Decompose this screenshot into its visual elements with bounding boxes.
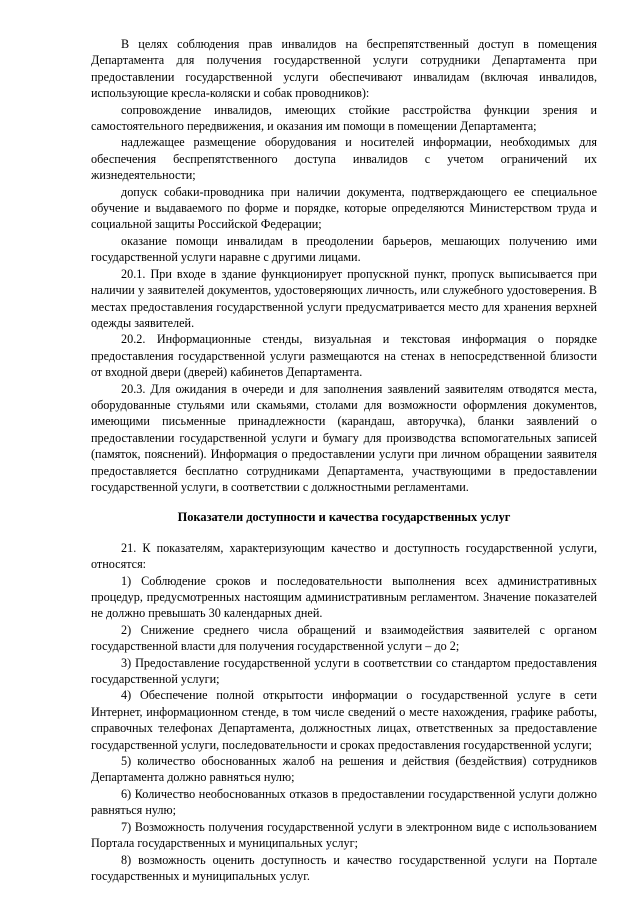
paragraph-20-1: 20.1. При входе в здание функционирует пропускной пункт, пропуск выписывается при наличии у заявителей документов, удостоверяющих личность, или служебного удостоверения. В местах предоставления государственной услуги предусматривается место для хранения верхней одежды заявителей. (91, 266, 597, 330)
list-item-2: 2) Снижение среднего числа обращений и взаимодействия заявителей с органом государственной власти для получения государственной услуги – до 2; (91, 622, 597, 654)
paragraph-21: 21. К показателям, характеризующим качество и доступность государственной услуги, относятся: (91, 540, 597, 572)
quality-indicators-section (91, 540, 597, 885)
section-heading: Показатели доступности и качества государственных услуг (177, 510, 511, 525)
list-item-8: 8) возможность оценить доступность и качество государственной услуги на Портале государственных и муниципальных услуг. (91, 852, 597, 883)
paragraph-20-3: 20.3. Для ожидания в очереди и для заполнения заявлений заявителям отводятся места, оборудованные стульями или скамьями, столами для возможности оформления документов, имеющими письменные принадлежности (карандаш, авторучка), бланки заявлений о предоставлении государственной услуги и бумагу для производства вспомогательных записей (памяток, пояснений). Информация о предоставлении услуги при личном обращении заявителя предоставляется бесплатно сотрудниками Департамента, участвующими в предоставлении государственной услуги, в соответствии с должностными регламентами. (91, 381, 597, 494)
paragraph-20-2: 20.2. Информационные стенды, визуальная и текстовая информация о порядке предоставления государственной услуги размещаются на стенах в непосредственной близости от входной двери (дверей) кабинетов Департамента. (91, 332, 597, 380)
list-item-7: 7) Возможность получения государственной услуги в электронном виде с использованием Портала государственных и муниципальных услуг; (91, 819, 597, 851)
paragraph-barriers: оказание помощи инвалидам в преодолении барьеров, мешающих получению ими государственной услуги наравне с другими лицами. (91, 233, 597, 265)
document-page (91, 36, 597, 884)
list-item-3: 3) Предоставление государственной услуги в соответствии со стандартом предоставления государственной услуги; (91, 655, 597, 687)
list-item-4: 4) Обеспечение полной открытости информации о государственной услуге в сети Интернет, информационном стенде, в том числе сведений о месте нахождения, графике работы, справочных телефонах Департамента, должностных лицах, ответственных за предоставление государственной услуги, последовательности и сроках предоставления государственной услуги; (91, 688, 597, 752)
paragraph-guide-dog: допуск собаки-проводника при наличии документа, подтверждающего ее специальное обучение и выдаваемого по форме и порядке, которые определяются Министерством труда и социальной защиты Российской Федерации; (91, 184, 597, 232)
paragraph-equipment: надлежащее размещение оборудования и носителей информации, необходимых для обеспечения беспрепятственного доступа инвалидов с учетом ограничений их жизнедеятельности; (91, 135, 597, 183)
paragraph-escort: сопровождение инвалидов, имеющих стойкие расстройства функции зрения и самостоятельного передвижения, и оказания им помощи в помещении Департамента; (91, 102, 597, 134)
accessibility-section (91, 36, 597, 495)
list-item-1: 1) Соблюдение сроков и последовательности выполнения всех административных процедур, предусмотренных настоящим административным регламентом. Значение показателей не должно превышать 30 календарных дней. (91, 573, 597, 621)
list-item-6: 6) Количество необоснованных отказов в предоставлении государственной услуги должно равняться нулю; (91, 786, 597, 818)
list-item-5: 5) количество обоснованных жалоб на решения и действия (бездействия) сотрудников Департамента должно равняться нулю; (91, 754, 597, 785)
paragraph-intro: В целях соблюдения прав инвалидов на беспрепятственный доступ в помещения Департамента для получения государственной услуги сотрудники Департамента при предоставлении государственной услуги обеспечивают инвалидам (включая инвалидов, использующие кресла-коляски и собак проводников): (91, 37, 597, 101)
